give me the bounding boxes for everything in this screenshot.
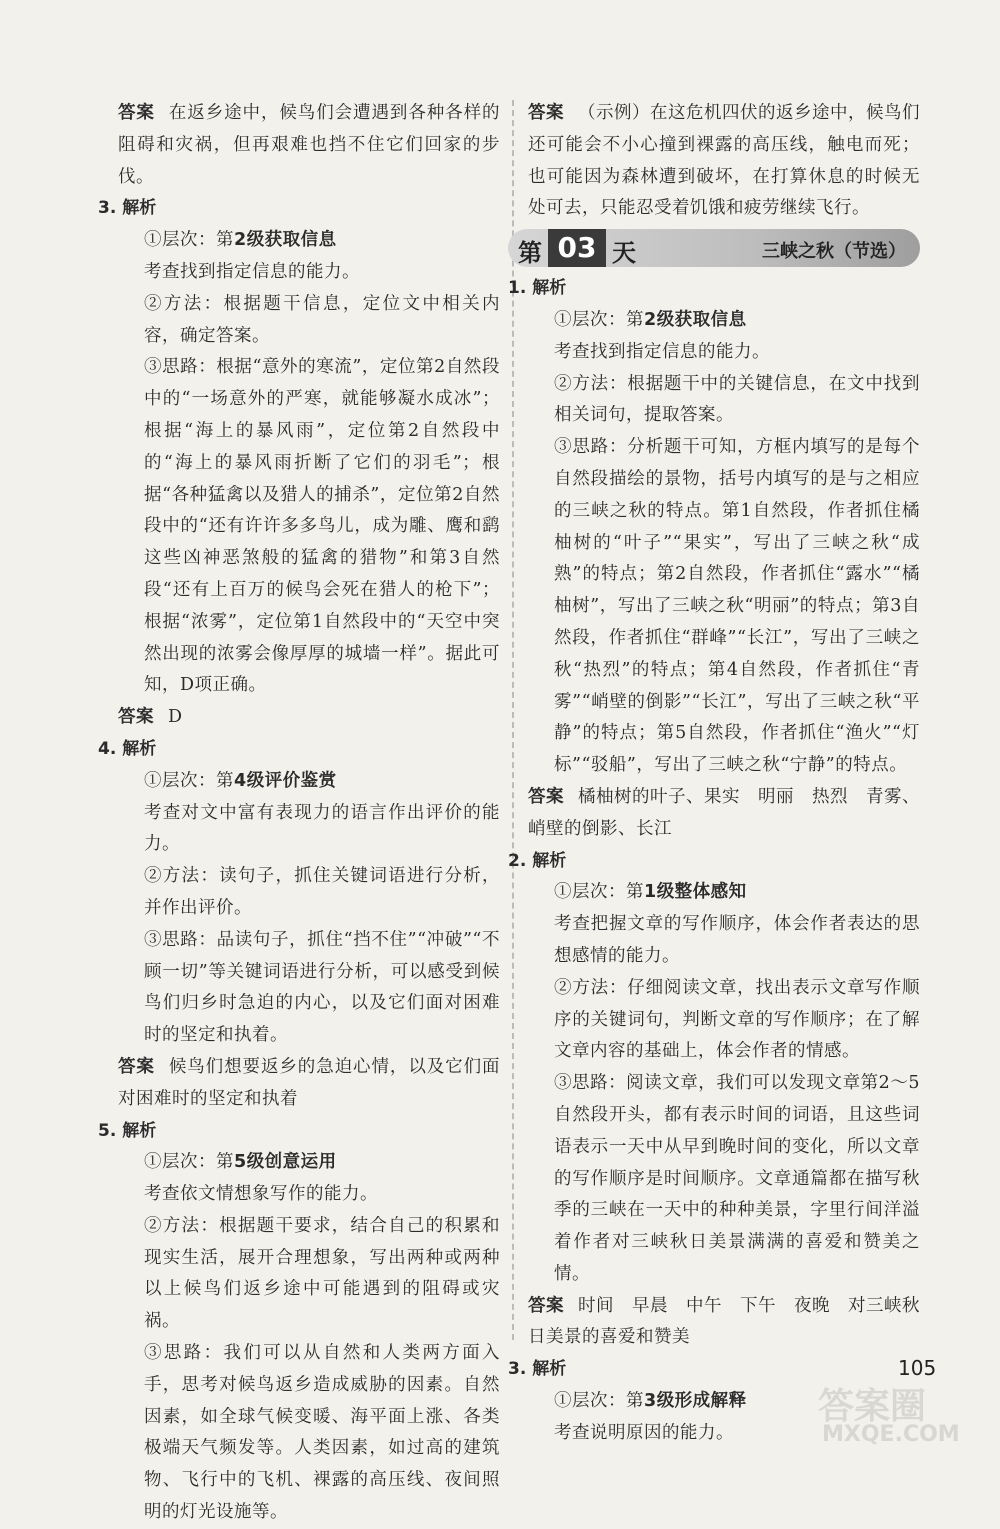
analysis-paragraph: ②方法：仔细阅读文章，找出表示文章写作顺序的关键词句，判断文章的写作顺序；在了解文章内容的基础上，体会作者的情感。 bbox=[554, 977, 920, 1062]
analysis-paragraph: 考查找到指定信息的能力。 bbox=[554, 341, 770, 362]
analysis-paragraph: 考查说明原因的能力。 bbox=[554, 1422, 734, 1443]
level-n: 2 bbox=[644, 309, 657, 330]
answer-paragraph bbox=[528, 98, 920, 225]
analysis-paragraph: ②方法：根据题干中的关键信息，在文中找到相关词句，提取答案。 bbox=[554, 373, 920, 426]
banner-day-number: 03 bbox=[548, 229, 606, 267]
answer-label: 答案 bbox=[528, 786, 564, 807]
analysis-paragraph: 考查找到指定信息的能力。 bbox=[144, 261, 360, 282]
question-heading: 4. 解析 bbox=[98, 738, 157, 759]
level-post: 级形成解释 bbox=[656, 1391, 747, 1412]
answer-text: 候鸟们想要返乡的急迫心情，以及它们面对困难时的坚定和执着 bbox=[118, 1056, 501, 1109]
analysis-paragraph: ③思路：根据“意外的寒流”，定位第2自然段中的“一场意外的严寒，就能够凝水成冰”；根据“海上的暴风雨”，定位第2自然段中的“海上的暴风雨折断了它们的羽毛”；根据“各种猛禽以及猎人的捕杀”，定位第2自然段中的“还有许许多多鸟儿，成为雕、鹰和鹞这些凶神恶煞般的猛禽的猎物”和第3自然段“还有上百万的候鸟会死在猎人的枪下”；根据“浓雾”，定位第1自然段中的“天空中突然出现的浓雾会像厚厚的城墙一样”。据此可知，D项正确。 bbox=[144, 357, 500, 696]
level-line bbox=[528, 877, 920, 909]
analysis-paragraph: ②方法：读句子，抓住关键词语进行分析，并作出评价。 bbox=[144, 866, 500, 918]
analysis-paragraph: ②方法：根据题干要求，结合自己的积累和现实生活，展开合理想象，写出两种或两种以上候鸟们返乡途中可能遇到的阻碍或灾祸。 bbox=[144, 1215, 500, 1332]
level-pre: ①层次：第 bbox=[144, 770, 234, 791]
question-heading: 1. 解析 bbox=[508, 278, 567, 299]
answer-label: 答案 bbox=[118, 1056, 155, 1077]
analysis-paragraph: 考查对文中富有表现力的语言作出评价的能力。 bbox=[144, 802, 500, 855]
watermark-logo: 答案圈 bbox=[818, 1386, 927, 1427]
level-pre: ①层次：第 bbox=[554, 309, 644, 330]
answer-label: 答案 bbox=[528, 1295, 564, 1316]
level-pre: ①层次：第 bbox=[144, 1152, 234, 1173]
analysis-paragraph: ③思路：阅读文章，我们可以发现文章第2～5自然段开头，都有表示时间的词语，且这些词语表示一天中从早到晚时间的变化，所以文章的写作顺序是时间顺序。文章通篇都在描写秋季的三峡在一天中的种种美景，字里行间洋溢着作者对三峡秋日美景满满的喜爱和赞美之情。 bbox=[554, 1073, 920, 1284]
answer-label: 答案 bbox=[118, 103, 155, 123]
level-post: 级创意运用 bbox=[246, 1152, 337, 1173]
question-heading: 3. 解析 bbox=[508, 1359, 567, 1380]
level-n: 3 bbox=[644, 1391, 657, 1412]
answer-text: （示例）在这危机四伏的返乡途中，候鸟们还可能会不小心撞到裸露的高压线，触电而死；也可能因为森林遭到破坏，在打算休息的时候无处可去，只能忍受着饥饿和疲劳继续飞行。 bbox=[528, 103, 920, 219]
day-banner bbox=[508, 229, 920, 267]
level-pre: ①层次：第 bbox=[554, 882, 644, 903]
analysis-paragraph: 考查依文情想象写作的能力。 bbox=[144, 1184, 378, 1205]
answer-text: 时间 早晨 中午 下午 夜晚 对三峡秋日美景的喜爱和赞美 bbox=[528, 1295, 920, 1348]
analysis-paragraph: ③思路：我们可以从自然和人类两方面入手，思考对候鸟返乡造成威胁的因素。自然因素，如全球气候变暖、海平面上涨、各类极端天气频发等。人类因素，如过高的建筑物、飞行中的飞机、裸露的高压线、夜间照明的灯光设施等。 bbox=[144, 1343, 500, 1523]
answer-paragraph bbox=[528, 1291, 920, 1355]
level-n: 2 bbox=[234, 230, 247, 251]
answer-paragraph bbox=[118, 1052, 500, 1116]
right-column bbox=[508, 98, 920, 1450]
answer-paragraph bbox=[118, 98, 500, 193]
banner-day-prefix: 第 bbox=[518, 239, 542, 268]
question-heading: 2. 解析 bbox=[508, 850, 567, 871]
answer-label: 答案 bbox=[528, 103, 564, 123]
level-line bbox=[118, 1147, 500, 1179]
left-column bbox=[98, 98, 501, 1529]
answer-label: 答案 bbox=[118, 707, 154, 728]
banner-day-suffix: 天 bbox=[612, 239, 636, 268]
question-heading: 3. 解析 bbox=[98, 198, 157, 219]
page-number: 105 bbox=[898, 1356, 937, 1380]
level-n: 5 bbox=[234, 1152, 247, 1173]
question-heading: 5. 解析 bbox=[98, 1120, 157, 1141]
banner-title: 三峡之秋（节选） bbox=[762, 241, 906, 263]
analysis-paragraph: ③思路：品读句子，抓住“挡不住”“冲破”“不顾一切”等关键词语进行分析，可以感受到候鸟们归乡时急迫的内心，以及它们面对困难时的坚定和执着。 bbox=[144, 929, 500, 1046]
answer-text: D bbox=[168, 707, 183, 728]
answer-paragraph bbox=[118, 702, 500, 734]
watermark-url: MXQE.COM bbox=[822, 1422, 960, 1447]
level-post: 级获取信息 bbox=[656, 309, 747, 330]
level-pre: ①层次：第 bbox=[554, 1391, 644, 1412]
answer-text: 在返乡途中，候鸟们会遭遇到各种各样的阻碍和灾祸，但再艰难也挡不住它们回家的步伐。 bbox=[118, 103, 501, 187]
analysis-paragraph: ③思路：分析题干可知，方框内填写的是每个自然段描绘的景物，括号内填写的是与之相应的三峡之秋的特点。第1自然段，作者抓住橘柚树的“叶子”“果实”，写出了三峡之秋“成熟”的特点；第2自然段，作者抓住“露水”“橘柚树”，写出了三峡之秋“明丽”的特点；第3自然段，作者抓住“群峰”“长江”，写出了三峡之秋“热烈”的特点；第4自然段，作者抓住“青雾”“峭壁的倒影”“长江”，写出了三峡之秋“平静”的特点；第5自然段，作者抓住“渔火”“灯标”“驳船”，写出了三峡之秋“宁静”的特点。 bbox=[554, 437, 920, 776]
level-line bbox=[118, 766, 500, 798]
level-n: 1 bbox=[644, 882, 657, 903]
level-line bbox=[528, 305, 920, 337]
level-post: 级评价鉴赏 bbox=[246, 770, 337, 791]
level-n: 4 bbox=[234, 770, 247, 791]
answer-paragraph bbox=[528, 782, 920, 846]
analysis-paragraph: ②方法：根据题干信息，定位文中相关内容，确定答案。 bbox=[144, 293, 500, 346]
level-line bbox=[118, 225, 500, 257]
level-post: 级获取信息 bbox=[246, 230, 337, 251]
analysis-paragraph: 考查把握文章的写作顺序，体会作者表达的思想感情的能力。 bbox=[554, 914, 920, 966]
level-post: 级整体感知 bbox=[656, 882, 747, 903]
level-pre: ①层次：第 bbox=[144, 230, 234, 251]
answer-text: 橘柚树的叶子、果实 明丽 热烈 青雾、峭壁的倒影、长江 bbox=[528, 786, 920, 839]
